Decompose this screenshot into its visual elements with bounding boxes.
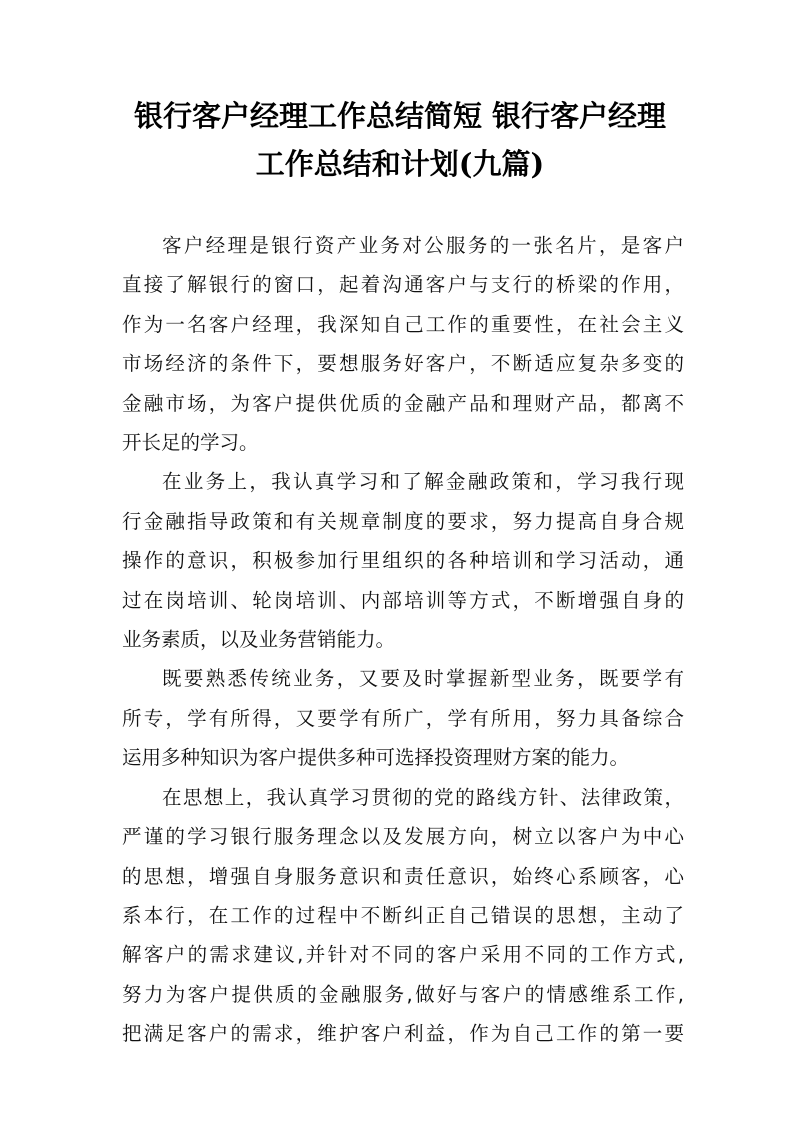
text-line: 开长足的学习。	[122, 431, 259, 455]
document-title	[60, 92, 740, 188]
text-line: 直接了解银行的窗口，起着沟通客户与支行的桥梁的作用，	[122, 273, 684, 297]
text-line: 努力为客户提供质的金融服务,做好与客户的情感维系工作,	[122, 982, 684, 1006]
text-line: 业务素质，以及业务营销能力。	[122, 628, 396, 652]
paragraph-thinking	[122, 778, 684, 1054]
text-line: 的思想，增强自身服务意识和责任意识，始终心系顾客，心	[122, 864, 684, 888]
text-line: 在思想上，我认真学习贯彻的党的路线方针、法律政策，	[162, 785, 684, 809]
paragraph-skills	[122, 659, 684, 777]
paragraph-business	[122, 462, 684, 659]
text-line: 系本行，在工作的过程中不断纠正自己错误的思想，主动了	[122, 903, 684, 927]
document-body	[122, 226, 684, 1054]
text-line: 运用多种知识为客户提供多种可选择投资理财方案的能力。	[122, 746, 630, 770]
text-line: 严谨的学习银行服务理念以及发展方向，树立以客户为中心	[122, 825, 684, 849]
text-line: 金融市场，为客户提供优质的金融产品和理财产品，都离不	[122, 391, 684, 415]
text-line: 行金融指导政策和有关规章制度的要求，努力提高自身合规	[122, 509, 684, 533]
text-line: 既要熟悉传统业务，又要及时掌握新型业务，既要学有	[162, 667, 684, 691]
text-line: 解客户的需求建议,并针对不同的客户采用不同的工作方式,	[122, 943, 684, 967]
text-line: 所专，学有所得，又要学有所广，学有所用，努力具备综合	[122, 706, 684, 730]
text-line: 作为一名客户经理，我深知自己工作的重要性，在社会主义	[122, 312, 684, 336]
text-line: 把满足客户的需求，维护客户利益，作为自己工作的第一要	[122, 1022, 684, 1046]
paragraph-intro	[122, 226, 684, 462]
text-line: 客户经理是银行资产业务对公服务的一张名片，是客户	[162, 234, 684, 257]
title-line: 银行客户经理工作总结简短 银行客户经理	[133, 99, 667, 133]
title-line: 工作总结和计划(九篇)	[255, 147, 545, 181]
text-line: 操作的意识，积极参加行里组织的各种培训和学习活动，通	[122, 549, 684, 573]
text-line: 过在岗培训、轮岗培训、内部培训等方式，不断增强自身的	[122, 588, 684, 612]
text-line: 在业务上，我认真学习和了解金融政策和，学习我行现	[162, 470, 684, 494]
text-line: 市场经济的条件下，要想服务好客户，不断适应复杂多变的	[122, 352, 684, 376]
